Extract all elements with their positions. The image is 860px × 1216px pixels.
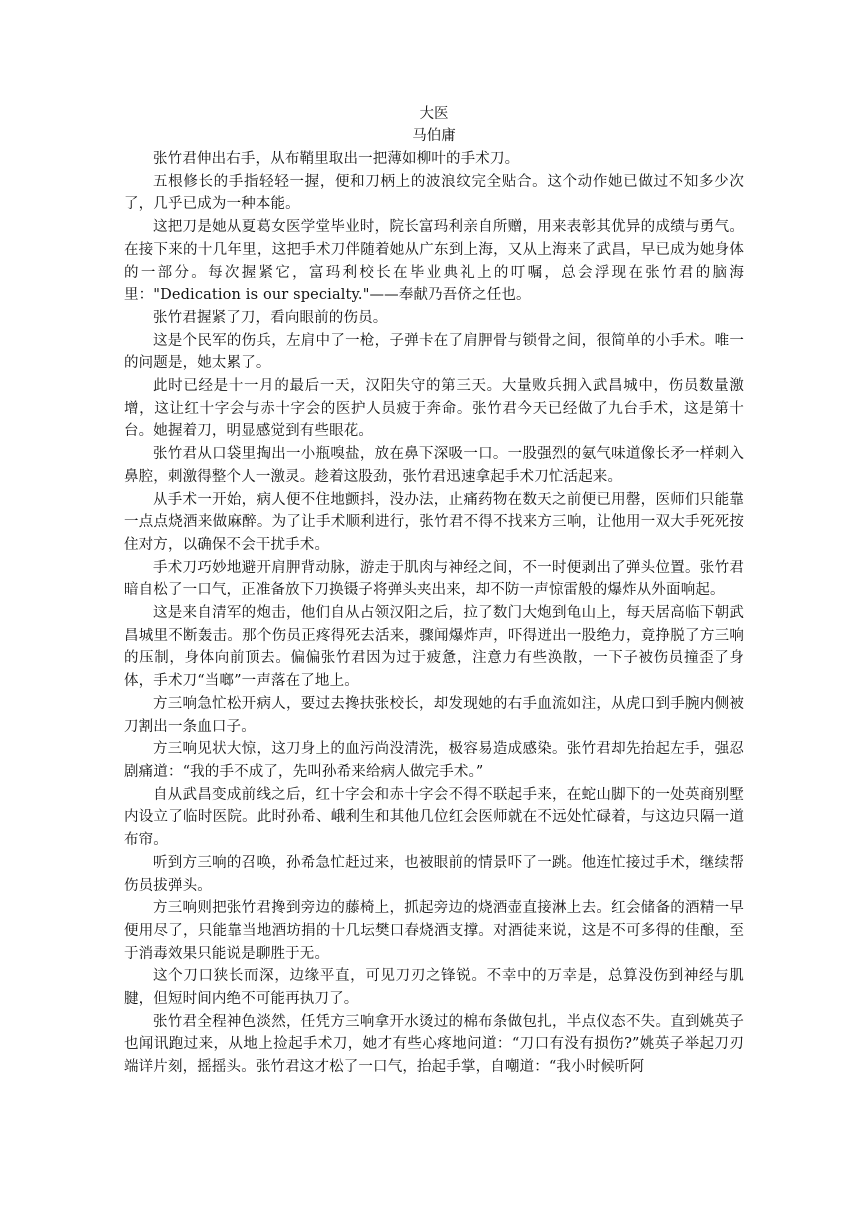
paragraph-7: 张竹君从口袋里掏出一小瓶嗅盐，放在鼻下深吸一口。一股强烈的氨气味道像长矛一样刺入鼻腔，刺激得整个人一激灵。趁着这股劲，张竹君迅速拿起手术刀忙活起来。 (124, 446, 744, 485)
paragraph-10: 这是来自清军的炮击，他们自从占领汉阳之后，拉了数门大炮到龟山上，每天居高临下朝武昌城里不断轰击。那个伤员正疼得死去活来，骤闻爆炸声，吓得迸出一股绝力，竟挣脱了方三响的压制，身体向前顶去。偏偏张竹君因为过于疲惫，注意力有些涣散，一下子被伤员撞歪了身体，手术刀“当啷”一声落在了地上。 (124, 605, 744, 690)
paragraph-17: 张竹君全程神色淡然，任凭方三响拿开水烫过的棉布条做包扎，半点仪态不失。直到姚英子也闻讯跑过来，从地上捡起手术刀，她才有些心疼地问道：“刀口有没有损伤?”姚英子举起刀刃端详片刻，摇摇头。张竹君这才松了一口气，抬起手掌，自嘲道：“我小时候听阿 (124, 1013, 744, 1076)
paragraph-9: 手术刀巧妙地避开肩胛背动脉，游走于肌肉与神经之间，不一时便剥出了弹头位置。张竹君暗自松了一口气，正准备放下刀换镊子将弹头夹出来，却不防一声惊雷般的爆炸从外面响起。 (124, 559, 744, 599)
paragraph-1: 张竹君伸出右手，从布鞘里取出一把薄如柳叶的手术刀。 (153, 151, 520, 167)
paragraph-16: 这个刀口狭长而深，边缘平直，可见刀刃之锋锐。不幸中的万幸是，总算没伤到神经与肌腱，但短时间内绝不可能再执刀了。 (124, 968, 744, 1008)
paragraph-8: 从手术一开始，病人便不住地颤抖，没办法，止痛药物在数天之前便已用罄，医师们只能靠一点点烧酒来做麻醉。为了让手术顺利进行，张竹君不得不找来方三响，让他用一双大手死死按住对方，以确保不会干扰手术。 (124, 491, 744, 553)
paragraph-5: 这是个民军的伤兵，左肩中了一枪，子弹卡在了肩胛骨与锁骨之间，很简单的小手术。唯一的问题是，她太累了。 (124, 332, 744, 372)
paragraph-2: 五根修长的手指轻轻一握，便和刀柄上的波浪纹完全贴合。这个动作她已做过不知多少次了，几乎已成为一种本能。 (124, 173, 744, 213)
paragraph-12: 方三响见状大惊，这刀身上的血污尚没清洗，极容易造成感染。张竹君却先抬起左手，强忍剧痛道：“我的手不成了，先叫孙希来给病人做完手术。” (124, 741, 744, 780)
paragraph-11: 方三响急忙松开病人，要过去搀扶张校长，却发现她的右手血流如注，从虎口到手腕内侧被刀割出一条血口子。 (124, 695, 744, 735)
paragraph-4: 张竹君握紧了刀，看向眼前的伤员。 (153, 309, 388, 326)
document-title: 大医 (419, 106, 449, 122)
document-author: 马伯庸 (412, 128, 456, 144)
paragraph-15: 方三响则把张竹君搀到旁边的藤椅上，抓起旁边的烧酒壶直接淋上去。红会储备的酒精一早便用尽了，只能靠当地酒坊捐的十几坛樊口春烧酒支撑。对酒徒来说，这是不可多得的佳酿，至于消毒效果只能说是聊胜于无。 (124, 900, 744, 962)
paragraph-6: 此时已经是十一月的最后一天，汉阳失守的第三天。大量败兵拥入武昌城中，伤员数量激增，这让红十字会与赤十字会的医护人员疲于奔命。张竹君今天已经做了九台手术，这是第十台。她握着刀，明显感觉到有些眼花。 (124, 378, 744, 440)
paragraph-14: 听到方三响的召唤，孙希急忙赶过来，也被眼前的情景吓了一跳。他连忙接过手术，继续帮伤员拔弹头。 (124, 854, 744, 894)
paragraph-13: 自从武昌变成前线之后，红十字会和赤十字会不得不联起手来，在蛇山脚下的一处英商别墅内设立了临时医院。此时孙希、峨利生和其他几位红会医师就在不远处忙碌着，与这边只隔一道布帘。 (124, 786, 744, 849)
paragraph-3: 这把刀是她从夏葛女医学堂毕业时，院长富玛利亲自所赠，用来表彰其优异的成绩与勇气。在接下来的十几年里，这把手术刀伴随着她从广东到上海，又从上海来了武昌，早已成为她身体的一部分。每次握紧它，富玛利校长在毕业典礼上的叮嘱，总会浮现在张竹君的脑海里："Dedication is our specialty."——奉献乃吾侪之任也。 (124, 219, 744, 304)
document-page (124, 103, 744, 1079)
